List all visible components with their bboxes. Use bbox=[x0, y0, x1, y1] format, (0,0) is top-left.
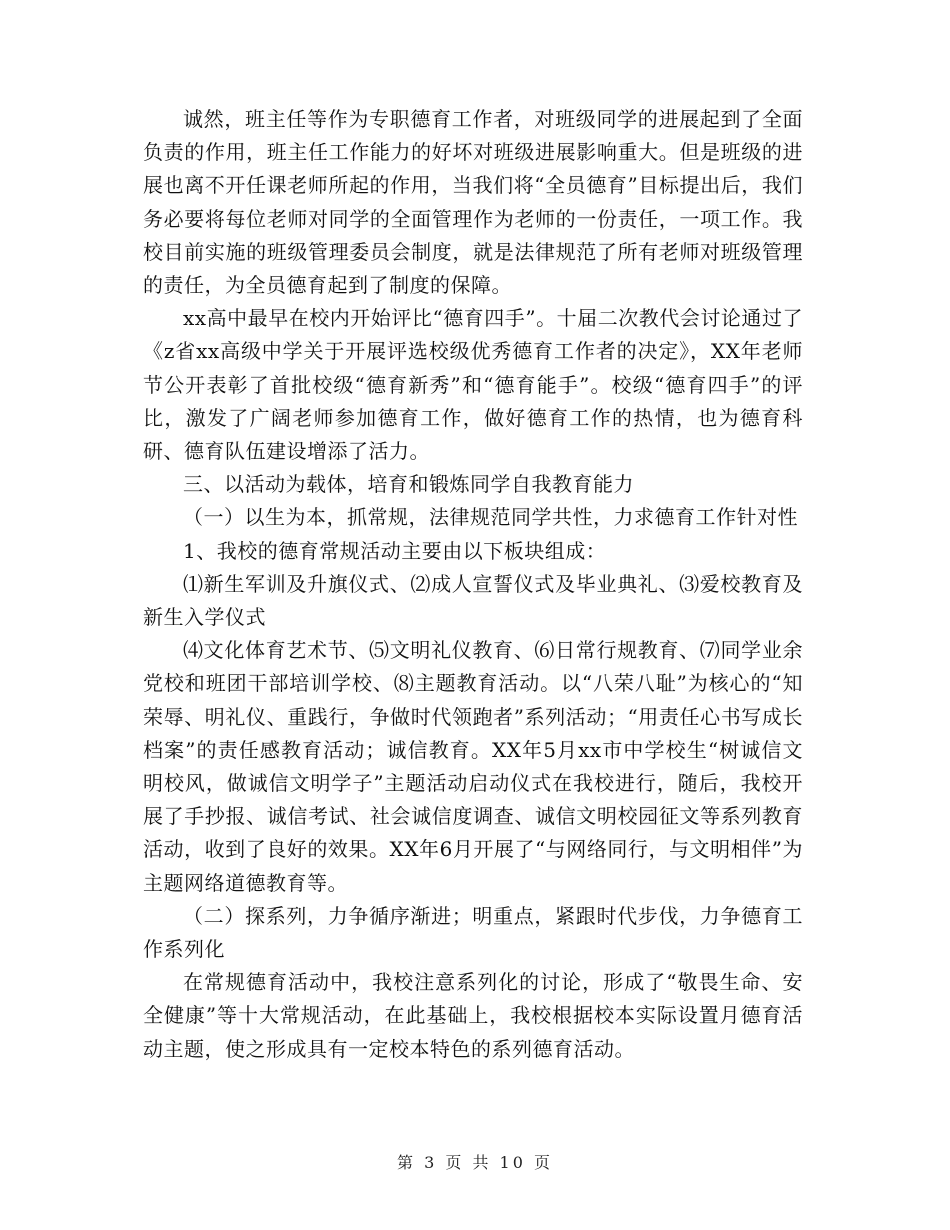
subsection-heading-series: （二）探系列，力争循序渐进；明重点，紧跟时代步伐，力争德育工作系列化 bbox=[143, 903, 803, 962]
document-body bbox=[143, 103, 803, 1066]
section-heading-activities: 三、以活动为载体，培育和锻炼同学自我教育能力 bbox=[183, 472, 634, 497]
paragraph-series-activities: 在常规德育活动中，我校注意系列化的讨论，形成了“敬畏生命、安全健康”等十大常规活动，在此基础上，我校根据校本实际设置月德育活动主题，使之形成具有一定校本特色的系列德育活动。 bbox=[143, 970, 803, 1061]
paragraph-full-staff-moral-education: 诚然，班主任等作为专职德育工作者，对班级同学的进展起到了全面负责的作用，班主任工作能力的好坏对班级进展影响重大。但是班级的进展也离不开任课老师所起的作用，当我们将“全员德育”目标提出后，我们务必要将每位老师对同学的全面管理作为老师的一份责任，一项工作。我校目前实施的班级管理委员会制度，就是法律规范了所有老师对班级管理的责任，为全员德育起到了制度的保障。 bbox=[143, 107, 803, 298]
paragraph-moral-education-awards: xx高中最早在校内开始评比“德育四手”。十届二次教代会讨论通过了《z省xx高级中学关于开展评选校级优秀德育工作者的决定》，XX年老师节公开表彰了首批校级“德育新秀”和“德育能手”。校级“德育四手”的评比，激发了广阔老师参加德育工作，做好德育工作的热情，也为德育科研、德育队伍建设增添了活力。 bbox=[143, 306, 803, 464]
page-number-footer: 第 3 页 共 10 页 bbox=[397, 1153, 553, 1172]
subsection-heading-routine: （一）以生为本，抓常规，法律规范同学共性，力求德育工作针对性 bbox=[183, 505, 798, 530]
paragraph-activity-list-2: ⑷文化体育艺术节、⑸文明礼仪教育、⑹日常行规教育、⑺同学业余党校和班团干部培训学校、⑻主题教育活动。以“八荣八耻”为核心的“知荣辱、明礼仪、重践行，争做时代领跑者”系列活动；“用责任心书写成长档案”的责任感教育活动；诚信教育。XX年5月xx市中学校生“树诚信文明校风，做诚信文明学子”主题活动启动仪式在我校进行，随后，我校开展了手抄报、诚信考试、社会诚信度调查、诚信文明校园征文等系列教育活动，收到了良好的效果。XX年6月开展了“与网络同行，与文明相伴”为主题网络道德教育等。 bbox=[143, 638, 803, 895]
paragraph-activity-list-1: ⑴新生军训及升旗仪式、⑵成人宣誓仪式及毕业典礼、⑶爱校教育及新生入学仪式 bbox=[143, 571, 803, 630]
paragraph-routine-activities-intro: 1、我校的德育常规活动主要由以下板块组成： bbox=[183, 538, 607, 563]
